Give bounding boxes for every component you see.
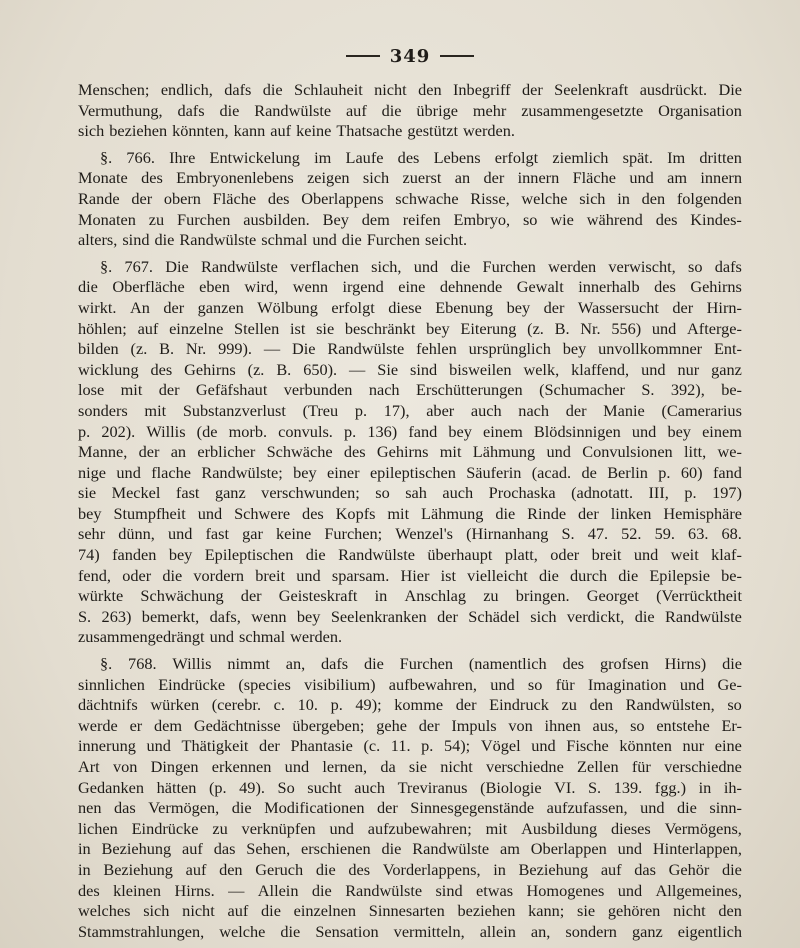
- text-line: §. 767. Die Randwülste verflachen sich, und die Furchen werden verwischt, so dafs: [100, 256, 742, 276]
- text-line: S. 263) bemerkt, dafs, wenn bey Seelenkranken der Schädel sich verdickt, die Randwülste: [78, 606, 742, 626]
- text-line: §. 766. Ihre Entwickelung im Laufe des Lebens erfolgt ziemlich spät. Im dritten: [100, 147, 742, 167]
- paragraph-cont: [78, 80, 742, 142]
- text-line: Monate des Embryonenlebens zeigen sich zuerst an der innern Fläche und am innern: [78, 168, 742, 188]
- text-line: fend, oder die vordern breit und sparsam. Hier ist vielleicht die durch die Epilepsie be-: [78, 565, 742, 585]
- text-line: Rande der obern Fläche des Oberlappens schwache Risse, welche sich in den folgenden: [78, 188, 742, 208]
- text-line: alters, sind die Randwülste schmal und die Furchen seicht.: [78, 230, 468, 250]
- text-line: innerung und Thätigkeit der Phantasie (c. 11. p. 54); Vögel und Fische könnten nur eine: [78, 736, 742, 756]
- text-line: 74) fanden bey Epileptischen die Randwülste überhaupt platt, oder breit und weit klaf-: [78, 545, 742, 565]
- text-line: Gedanken hätten (p. 49). So sucht auch Treviranus (Biologie VI. S. 139. fgg.) in ih-: [78, 777, 742, 797]
- text-line: p. 202). Willis (de morb. convuls. p. 136) fand bey einem Blödsinnigen und bey einem: [78, 421, 742, 441]
- text-line: wicklung des Gehirns (z. B. 650). — Sie sind bisweilen welk, klaffend, und nur ganz: [78, 359, 742, 379]
- text-line: die Oberfläche eben wird, wenn irgend eine dehnende Gewalt innerhalb des Gehirns: [78, 277, 742, 297]
- text-line: wirkt. An der ganzen Wölbung erfolgt diese Ebenung bey der Wassersucht der Hirn-: [78, 297, 742, 317]
- header-rule-left: [346, 55, 380, 57]
- text-line: würkte Schwächung der Geisteskraft in Anschlag zu bringen. Georget (Verrücktheit: [78, 586, 742, 606]
- text-line: werde er dem Gedächtnisse übergeben; gehe der Impuls von ihnen aus, so entstehe Er-: [78, 715, 742, 735]
- text-line: lose mit der Gefäfshaut verbunden nach Erschütterungen (Schumacher S. 392), be-: [78, 380, 742, 400]
- text-line: sich beziehen könnten, kann auf keine Thatsache gestützt werden.: [78, 121, 515, 141]
- text-line: Menschen; endlich, dafs die Schlauheit nicht den Inbegriff der Seelenkraft ausdrückt. Die: [78, 80, 742, 99]
- text-line: des kleinen Hirns. — Allein die Randwülste sind etwas Homogenes und Allgemeines,: [78, 880, 742, 900]
- text-line: in Beziehung auf den Geruch die des Vorderlappens, in Beziehung auf das Gehör die: [78, 859, 742, 879]
- text-line: Vermuthung, dafs die Randwülste auf die übrige mehr zusammengesetzte Organisation: [78, 100, 742, 120]
- text-line: sinnlichen Eindrücke (species visibilium) aufbewahren, und so für Imagination und Ge-: [78, 674, 742, 694]
- body-text: [78, 80, 742, 942]
- text-line: dächtnifs würken (cerebr. c. 10. p. 49); komme der Eindruck zu den Randwülsten, so: [78, 695, 742, 715]
- text-line: sonders mit Substanzverlust (Treu p. 17), aber auch nach der Manie (Camerarius: [78, 400, 742, 420]
- paragraph-s768: [78, 654, 742, 942]
- text-line: lichen Eindrücke zu verknüpfen und aufzubewahren; mit Ausbildung dieses Vermögens,: [78, 818, 742, 838]
- text-line: bilden (z. B. Nr. 999). — Die Randwülste fehlen ursprünglich bey unvollkommner Ent-: [78, 339, 742, 359]
- text-line: Stammstrahlungen, welche die Sensation vermitteln, allein an, sondern ganz eigentlich: [78, 921, 742, 941]
- text-line: höhlen; auf einzelne Stellen ist sie beschränkt bey Eiterung (z. B. Nr. 556) und Afterge-: [78, 318, 742, 338]
- text-line: welches sich nicht auf die einzelnen Sinnesarten beziehen kann; sie gehören nicht den: [78, 901, 742, 921]
- text-line: zusammengedrängt und schmal werden.: [78, 627, 343, 647]
- header-rule-right: [440, 55, 474, 57]
- text-line: Art von Dingen erkennen und lernen, da sie nicht verschiedne Zellen für verschiedne: [78, 757, 742, 776]
- text-line: Manne, der an erblicher Schwäche des Gehirns mit Lähmung und Convulsionen litt, we-: [78, 442, 742, 462]
- page-header: [78, 44, 742, 68]
- text-line: bey Stumpfheit und Schwere des Kopfs mit Lähmung die Rinde der linken Hemisphäre: [78, 503, 742, 523]
- text-line: Monaten zu Furchen ausbilden. Bey dem reifen Embryo, so wie während des Kindes-: [78, 209, 742, 229]
- paragraph-s767: [78, 257, 742, 648]
- paragraph-s766: [78, 148, 742, 251]
- text-line: nen das Vermögen, die Modificationen der Sinnesgegenstände aufzufassen, und die sinn-: [78, 798, 742, 818]
- text-line: in Beziehung auf das Sehen, erschienen die Randwülste am Oberlappen und Hinterlappen,: [78, 839, 742, 859]
- text-line: §. 768. Willis nimmt an, dafs die Furchen (namentlich des grofsen Hirns) die: [100, 654, 742, 674]
- page-number: 349: [389, 45, 431, 67]
- text-line: nige und flache Randwülste; bey einer epileptischen Säuferin (acad. de Berlin p. 60) fand: [78, 462, 742, 482]
- text-line: sie Meckel fast ganz verschwunden; so sah auch Prochaska (adnotatt. III, p. 197): [78, 483, 742, 503]
- text-line: sehr dünn, und fast gar keine Furchen; Wenzel's (Hirnanhang S. 47. 52. 59. 63. 68.: [78, 524, 742, 544]
